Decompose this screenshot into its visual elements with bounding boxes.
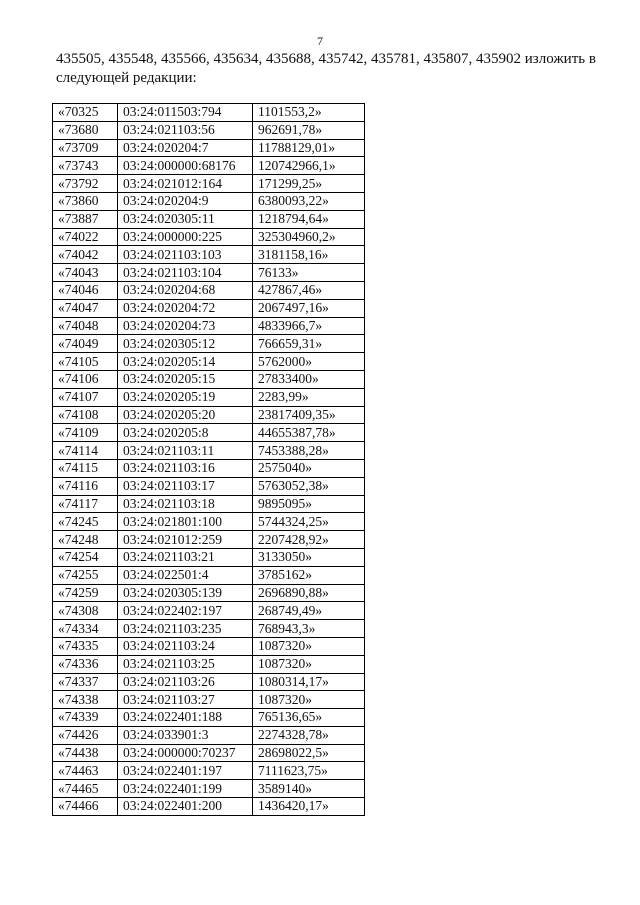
- table-row: [53, 780, 365, 798]
- row-number-cell: «74046: [53, 281, 118, 299]
- row-number-cell: «74338: [53, 691, 118, 709]
- cadastral-value-cell: 2283,99»: [253, 388, 365, 406]
- table-row: [53, 353, 365, 371]
- cadastral-value-cell: 1218794,64»: [253, 210, 365, 228]
- table-row: [53, 246, 365, 264]
- table-row: [53, 477, 365, 495]
- cadastral-value-cell: 5744324,25»: [253, 513, 365, 531]
- cadastral-number-cell: 03:24:000000:70237: [118, 744, 253, 762]
- row-number-cell: «74438: [53, 744, 118, 762]
- row-number-cell: «74042: [53, 246, 118, 264]
- intro-line-2: следующей редакции:: [56, 70, 197, 86]
- row-number-cell: «74047: [53, 299, 118, 317]
- row-number-cell: «74048: [53, 317, 118, 335]
- cadastral-value-cell: 28698022,5»: [253, 744, 365, 762]
- cadastral-value-cell: 5763052,38»: [253, 477, 365, 495]
- intro-line-1: 435505, 435548, 435566, 435634, 435688, 435742, 435781, 435807, 435902 изложить в: [56, 51, 596, 67]
- cadastral-number-cell: 03:24:022401:188: [118, 709, 253, 727]
- cadastral-value-cell: 325304960,2»: [253, 228, 365, 246]
- cadastral-number-cell: 03:24:000000:225: [118, 228, 253, 246]
- cadastral-number-cell: 03:24:021103:26: [118, 673, 253, 691]
- cadastral-value-cell: 3589140»: [253, 780, 365, 798]
- table-row: [53, 691, 365, 709]
- cadastral-number-cell: 03:24:021103:18: [118, 495, 253, 513]
- cadastral-value-cell: 11788129,01»: [253, 139, 365, 157]
- row-number-cell: «74465: [53, 780, 118, 798]
- cadastral-value-cell: 1087320»: [253, 691, 365, 709]
- table-row: [53, 442, 365, 460]
- cadastral-number-cell: 03:24:020205:8: [118, 424, 253, 442]
- table-row: [53, 602, 365, 620]
- cadastral-value-cell: 2696890,88»: [253, 584, 365, 602]
- cadastral-value-cell: 765136,65»: [253, 709, 365, 727]
- cadastral-number-cell: 03:24:020205:14: [118, 353, 253, 371]
- cadastral-value-cell: 2067497,16»: [253, 299, 365, 317]
- row-number-cell: «74255: [53, 566, 118, 584]
- table-row: [53, 210, 365, 228]
- row-number-cell: «74043: [53, 264, 118, 282]
- table-row: [53, 531, 365, 549]
- cadastral-number-cell: 03:24:020205:20: [118, 406, 253, 424]
- intro-paragraph: [56, 50, 616, 88]
- row-number-cell: «74334: [53, 620, 118, 638]
- cadastral-value-cell: 427867,46»: [253, 281, 365, 299]
- cadastral-number-cell: 03:24:021103:103: [118, 246, 253, 264]
- table-row: [53, 513, 365, 531]
- cadastral-number-cell: 03:24:020204:72: [118, 299, 253, 317]
- cadastral-number-cell: 03:24:021103:235: [118, 620, 253, 638]
- row-number-cell: «74106: [53, 370, 118, 388]
- row-number-cell: «70325: [53, 104, 118, 122]
- table-row: [53, 139, 365, 157]
- cadastral-value-cell: 268749,49»: [253, 602, 365, 620]
- cadastral-number-cell: 03:24:020205:19: [118, 388, 253, 406]
- cadastral-number-cell: 03:24:021103:17: [118, 477, 253, 495]
- cadastral-value-cell: 962691,78»: [253, 121, 365, 139]
- cadastral-value-table: [52, 103, 365, 816]
- row-number-cell: «74049: [53, 335, 118, 353]
- cadastral-number-cell: 03:24:020305:11: [118, 210, 253, 228]
- cadastral-value-cell: 76133»: [253, 264, 365, 282]
- cadastral-number-cell: 03:24:020305:12: [118, 335, 253, 353]
- table-row: [53, 637, 365, 655]
- row-number-cell: «73860: [53, 192, 118, 210]
- table-row: [53, 192, 365, 210]
- row-number-cell: «73743: [53, 157, 118, 175]
- cadastral-value-cell: 7111623,75»: [253, 762, 365, 780]
- row-number-cell: «74339: [53, 709, 118, 727]
- cadastral-value-cell: 1087320»: [253, 637, 365, 655]
- cadastral-value-cell: 1436420,17»: [253, 798, 365, 816]
- table-row: [53, 406, 365, 424]
- table-row: [53, 673, 365, 691]
- table-row: [53, 104, 365, 122]
- table-row: [53, 121, 365, 139]
- table-row: [53, 744, 365, 762]
- cadastral-value-cell: 1087320»: [253, 655, 365, 673]
- table-row: [53, 317, 365, 335]
- table-row: [53, 175, 365, 193]
- cadastral-value-cell: 120742966,1»: [253, 157, 365, 175]
- row-number-cell: «74335: [53, 637, 118, 655]
- row-number-cell: «74336: [53, 655, 118, 673]
- cadastral-number-cell: 03:24:022401:199: [118, 780, 253, 798]
- cadastral-value-cell: 2575040»: [253, 459, 365, 477]
- table-row: [53, 228, 365, 246]
- row-number-cell: «74426: [53, 726, 118, 744]
- row-number-cell: «73887: [53, 210, 118, 228]
- cadastral-number-cell: 03:24:020305:139: [118, 584, 253, 602]
- table-row: [53, 620, 365, 638]
- table-row: [53, 709, 365, 727]
- cadastral-value-cell: 5762000»: [253, 353, 365, 371]
- row-number-cell: «74308: [53, 602, 118, 620]
- cadastral-number-cell: 03:24:020204:73: [118, 317, 253, 335]
- table-row: [53, 584, 365, 602]
- table-row: [53, 798, 365, 816]
- cadastral-value-cell: 2274328,78»: [253, 726, 365, 744]
- cadastral-number-cell: 03:24:021012:164: [118, 175, 253, 193]
- cadastral-number-cell: 03:24:021801:100: [118, 513, 253, 531]
- row-number-cell: «74109: [53, 424, 118, 442]
- cadastral-number-cell: 03:24:021103:56: [118, 121, 253, 139]
- row-number-cell: «74105: [53, 353, 118, 371]
- row-number-cell: «73792: [53, 175, 118, 193]
- page-number: 7: [317, 34, 323, 48]
- table-row: [53, 281, 365, 299]
- row-number-cell: «74117: [53, 495, 118, 513]
- table-row: [53, 299, 365, 317]
- cadastral-value-cell: 3181158,16»: [253, 246, 365, 264]
- table-row: [53, 655, 365, 673]
- cadastral-number-cell: 03:24:021103:25: [118, 655, 253, 673]
- table-body: [53, 104, 365, 816]
- cadastral-number-cell: 03:24:011503:794: [118, 104, 253, 122]
- cadastral-number-cell: 03:24:021103:24: [118, 637, 253, 655]
- table-row: [53, 459, 365, 477]
- cadastral-value-cell: 768943,3»: [253, 620, 365, 638]
- cadastral-number-cell: 03:24:020204:9: [118, 192, 253, 210]
- row-number-cell: «74254: [53, 548, 118, 566]
- row-number-cell: «73709: [53, 139, 118, 157]
- row-number-cell: «74022: [53, 228, 118, 246]
- row-number-cell: «74107: [53, 388, 118, 406]
- cadastral-number-cell: 03:24:020204:68: [118, 281, 253, 299]
- row-number-cell: «74245: [53, 513, 118, 531]
- cadastral-number-cell: 03:24:022401:197: [118, 762, 253, 780]
- cadastral-value-cell: 6380093,22»: [253, 192, 365, 210]
- row-number-cell: «74337: [53, 673, 118, 691]
- cadastral-value-cell: 3785162»: [253, 566, 365, 584]
- cadastral-value-cell: 4833966,7»: [253, 317, 365, 335]
- table-row: [53, 726, 365, 744]
- cadastral-value-cell: 7453388,28»: [253, 442, 365, 460]
- cadastral-value-cell: 23817409,35»: [253, 406, 365, 424]
- row-number-cell: «74115: [53, 459, 118, 477]
- row-number-cell: «74108: [53, 406, 118, 424]
- table-row: [53, 388, 365, 406]
- table-row: [53, 548, 365, 566]
- row-number-cell: «74248: [53, 531, 118, 549]
- row-number-cell: «74463: [53, 762, 118, 780]
- cadastral-number-cell: 03:24:021103:11: [118, 442, 253, 460]
- cadastral-number-cell: 03:24:021103:27: [118, 691, 253, 709]
- cadastral-number-cell: 03:24:000000:68176: [118, 157, 253, 175]
- cadastral-value-cell: 2207428,92»: [253, 531, 365, 549]
- cadastral-number-cell: 03:24:020204:7: [118, 139, 253, 157]
- row-number-cell: «74116: [53, 477, 118, 495]
- cadastral-value-cell: 171299,25»: [253, 175, 365, 193]
- cadastral-number-cell: 03:24:022401:200: [118, 798, 253, 816]
- cadastral-number-cell: 03:24:020205:15: [118, 370, 253, 388]
- table-row: [53, 424, 365, 442]
- cadastral-value-cell: 27833400»: [253, 370, 365, 388]
- row-number-cell: «74259: [53, 584, 118, 602]
- cadastral-number-cell: 03:24:033901:3: [118, 726, 253, 744]
- table-row: [53, 566, 365, 584]
- table-row: [53, 370, 365, 388]
- table-row: [53, 335, 365, 353]
- table-row: [53, 495, 365, 513]
- cadastral-value-cell: 44655387,78»: [253, 424, 365, 442]
- cadastral-value-cell: 766659,31»: [253, 335, 365, 353]
- table-row: [53, 157, 365, 175]
- cadastral-number-cell: 03:24:021012:259: [118, 531, 253, 549]
- table-row: [53, 264, 365, 282]
- cadastral-value-cell: 1101553,2»: [253, 104, 365, 122]
- cadastral-value-cell: 1080314,17»: [253, 673, 365, 691]
- cadastral-value-cell: 3133050»: [253, 548, 365, 566]
- cadastral-number-cell: 03:24:021103:21: [118, 548, 253, 566]
- cadastral-value-cell: 9895095»: [253, 495, 365, 513]
- cadastral-number-cell: 03:24:022402:197: [118, 602, 253, 620]
- row-number-cell: «74114: [53, 442, 118, 460]
- row-number-cell: «74466: [53, 798, 118, 816]
- cadastral-number-cell: 03:24:021103:104: [118, 264, 253, 282]
- cadastral-number-cell: 03:24:021103:16: [118, 459, 253, 477]
- table-row: [53, 762, 365, 780]
- row-number-cell: «73680: [53, 121, 118, 139]
- cadastral-number-cell: 03:24:022501:4: [118, 566, 253, 584]
